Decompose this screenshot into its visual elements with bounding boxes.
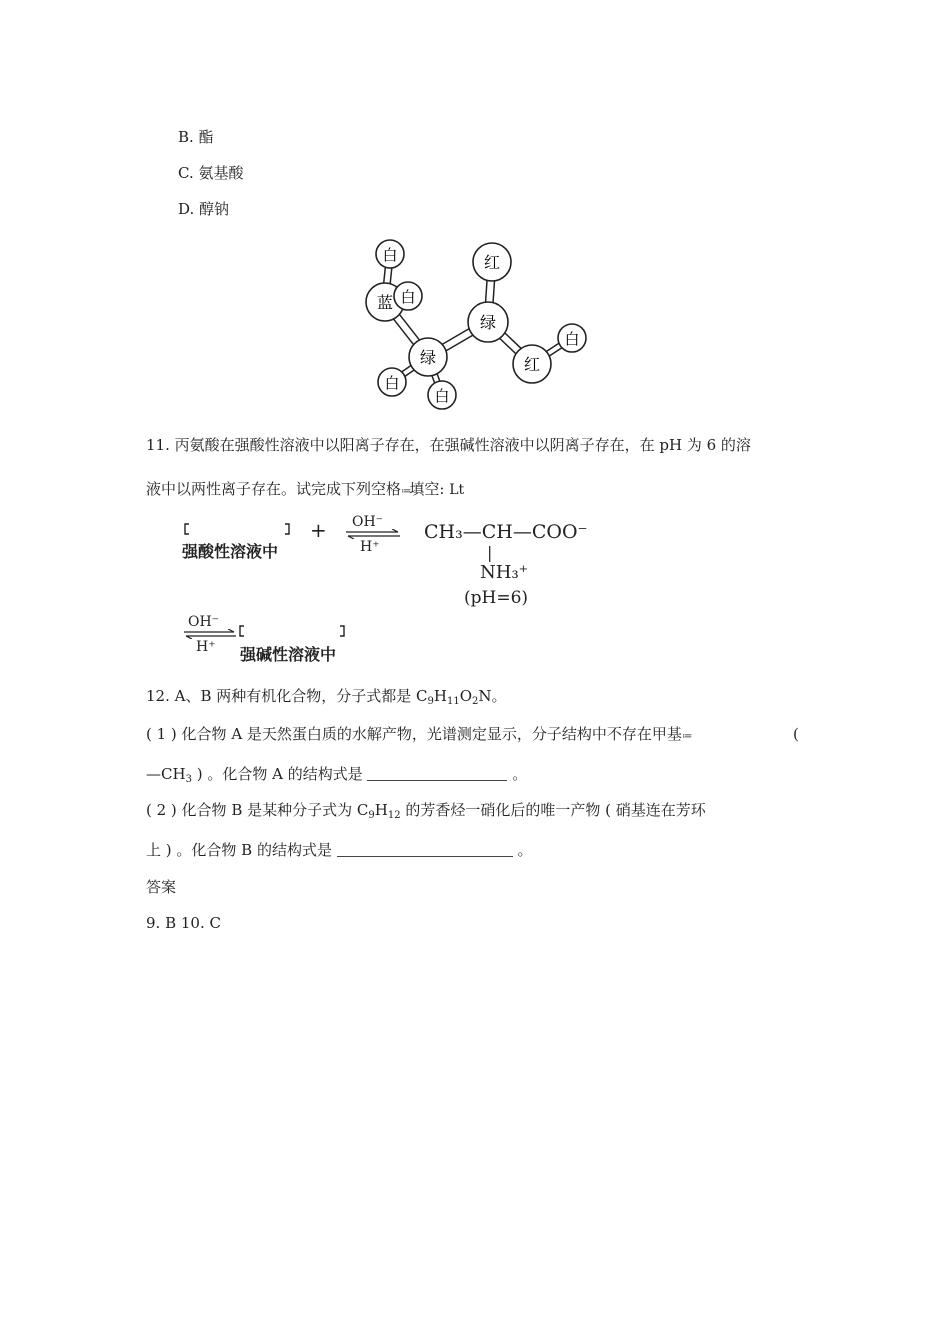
- zwitterion-formula: CH₃—CH—COO⁻: [424, 521, 588, 543]
- answer-heading: 答案: [146, 878, 177, 896]
- q12-p2-line2: [146, 840, 533, 860]
- atom-o-hydroxyl: [513, 345, 551, 383]
- left-bracket-icon: [183, 522, 295, 536]
- q12-p1-line2-end: 。: [512, 765, 528, 783]
- svg-text:红: 红: [483, 253, 501, 272]
- scan-mark: Lt: [449, 482, 465, 498]
- q12-p2-line2-end: 。: [517, 841, 533, 859]
- acid-label: 强酸性溶液中: [182, 542, 279, 561]
- q12-mid2: O: [459, 687, 473, 705]
- oh-label-1: OH⁻: [352, 514, 384, 530]
- svg-text:白: 白: [382, 246, 398, 264]
- ball-stick-model: [340, 232, 620, 412]
- right-bracket-icon: [238, 624, 350, 638]
- atom-h-top: [376, 240, 404, 268]
- atom-h-n: [394, 282, 422, 310]
- atom-c-carboxyl: [468, 302, 508, 342]
- q11-line2-end: 填空:: [409, 480, 445, 498]
- q12-line1: [146, 686, 507, 712]
- h-label-1: H⁺: [360, 539, 380, 555]
- q11-line2: [146, 479, 464, 502]
- svg-text:白: 白: [564, 330, 580, 348]
- q12-sub2: 11: [446, 696, 460, 707]
- q12-mid1: H: [433, 687, 447, 705]
- atom-h-left: [378, 368, 406, 396]
- scan-artifact-icon: ≔: [401, 486, 410, 497]
- q12-p1-line2: [146, 764, 527, 790]
- formula-bond: |: [487, 543, 493, 562]
- svg-text:绿: 绿: [419, 348, 437, 367]
- svg-text:白: 白: [400, 288, 416, 306]
- atom-h-hydroxyl: [558, 324, 586, 352]
- svg-text:红: 红: [523, 355, 541, 374]
- q12-p1-sub: 3: [185, 774, 192, 785]
- q12-p1-line1: [146, 724, 692, 747]
- svg-text:绿: 绿: [479, 313, 497, 332]
- answer-blank-b[interactable]: [337, 842, 513, 857]
- base-label: 强碱性溶液中: [240, 645, 337, 664]
- option-b: B. 酯: [178, 128, 214, 146]
- h-label-2: H⁺: [196, 639, 216, 655]
- plus-sign: +: [310, 518, 327, 542]
- formula-nh3: NH₃⁺: [480, 562, 529, 583]
- q12-p1-line2-text: ) 。化合物 A 的结构式是: [191, 765, 363, 783]
- q12-line1-pre: 12. A、B 两种有机化合物，分子式都是 C: [146, 687, 428, 705]
- q12-p2-sub2: 12: [387, 810, 401, 821]
- option-c: C. 氨基酸: [178, 164, 244, 182]
- svg-text:白: 白: [434, 387, 450, 405]
- atom-o-double: [473, 243, 511, 281]
- svg-text:白: 白: [384, 374, 400, 392]
- q12-p2-pre: ( 2 ) 化合物 B 是某种分子式为 C: [146, 801, 369, 819]
- q11-line2-text: 液中以两性离子存在。试完成下列空格: [146, 480, 402, 498]
- option-d: D. 醇钠: [178, 200, 230, 218]
- scan-artifact-icon-2: ≔: [681, 731, 693, 742]
- q12-line1-post: N。: [478, 687, 507, 705]
- q12-p2-line2-text: 上 ) 。化合物 B 的结构式是: [146, 841, 332, 859]
- atom-c-alpha: [409, 338, 447, 376]
- q12-sub3: 2: [472, 696, 479, 707]
- answer-blank-a[interactable]: [367, 766, 507, 781]
- q12-p2-mid: H: [374, 801, 388, 819]
- q12-p2-sub1: 9: [368, 810, 375, 821]
- atom-h-bottom: [428, 381, 456, 409]
- q12-sub1: 9: [427, 696, 434, 707]
- q11-line1: 11. 丙氨酸在强酸性溶液中以阳离子存在，在强碱性溶液中以阴离子存在，在 pH 为 6 的溶: [146, 436, 751, 454]
- q12-p1-line1-end: (: [793, 725, 799, 743]
- ph-note: (pH=6): [464, 588, 529, 608]
- q12-p1-line1-text: ( 1 ) 化合物 A 是天然蛋白质的水解产物，光谱测定显示，分子结构中不存在甲基: [146, 725, 682, 743]
- oh-label-2: OH⁻: [188, 614, 220, 630]
- q12-p2-post: 的芳香烃一硝化后的唯一产物 ( 硝基连在芳环: [400, 801, 706, 819]
- answer-text: 9. B 10. C: [146, 914, 221, 932]
- q12-p2-line1: [146, 800, 706, 826]
- q12-p1-ch: —CH: [146, 765, 186, 783]
- svg-text:蓝: 蓝: [376, 293, 394, 312]
